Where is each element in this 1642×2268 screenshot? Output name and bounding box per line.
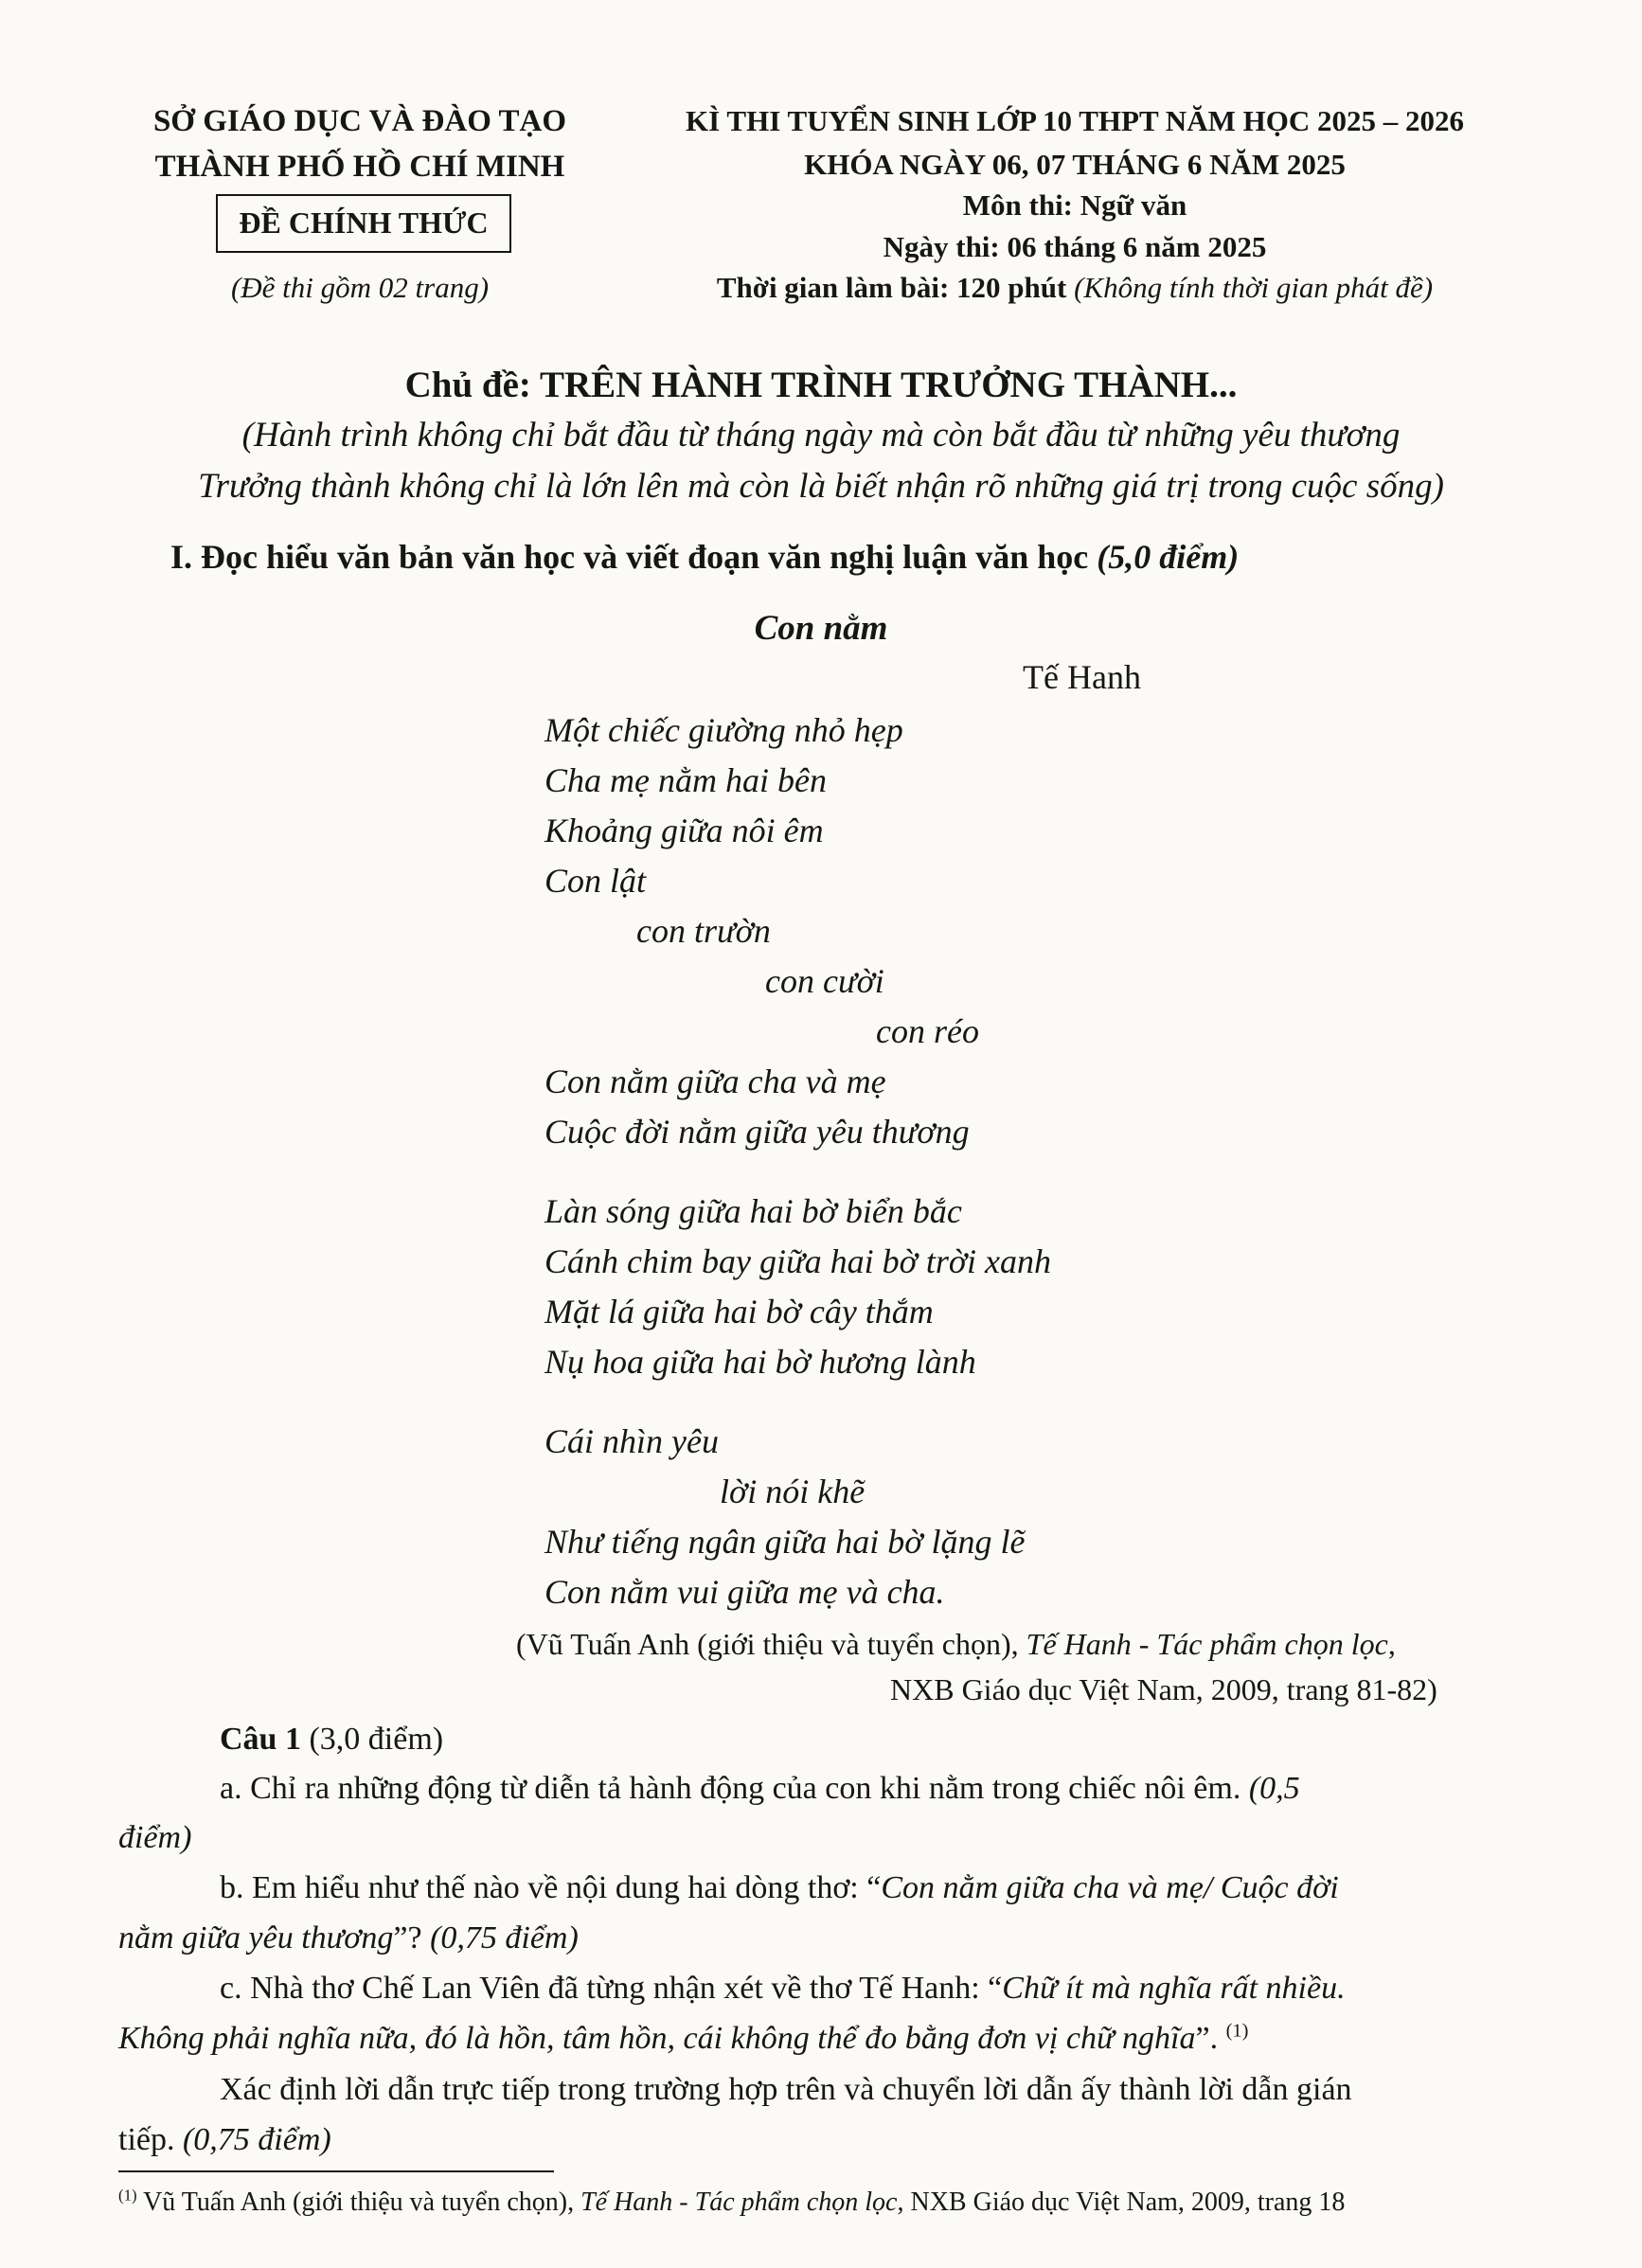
topic-subtitle-1: (Hành trình không chỉ bắt đầu từ tháng ngày mà còn bắt đầu từ những yêu thương: [241, 416, 1401, 455]
question-1b-text: b. Em hiểu như thế nào về nội dung hai dòng thơ: “: [220, 1870, 882, 1905]
footnote-book: Tế Hanh - Tác phẩm chọn lọc: [580, 2188, 898, 2217]
section-1-title: I. Đọc hiểu văn bản văn học và viết đoạn văn nghị luận văn học: [170, 538, 1089, 576]
time-label: Thời gian làm bài:: [716, 271, 950, 304]
time-note: (Không tính thời gian phát đề): [1074, 271, 1434, 304]
department-line-1: SỞ GIÁO DỤC VÀ ĐÀO TẠO: [152, 104, 567, 138]
date-label: Ngày thi:: [883, 230, 1000, 263]
official-exam-badge: ĐỀ CHÍNH THỨC: [216, 194, 511, 253]
question-1d-points: (0,75 điểm): [182, 2122, 331, 2157]
poem-title: Con nằm: [754, 609, 888, 648]
pages-note: (Đề thi gồm 02 trang): [230, 271, 490, 304]
question-1a-points-cont: điểm): [118, 1820, 192, 1855]
footnote-text: Vũ Tuấn Anh (giới thiệu và tuyển chọn),: [136, 2188, 581, 2217]
section-1-points: (5,0 điểm): [1097, 538, 1240, 576]
subject-label: Môn thi:: [962, 188, 1073, 222]
footnote-reference: (1): [1225, 2020, 1249, 2042]
question-1a-text: a. Chỉ ra những động từ diễn tả hành động của con khi nằm trong chiếc nôi êm.: [220, 1771, 1241, 1806]
source-book: Tế Hanh - Tác phẩm chọn lọc: [1026, 1627, 1388, 1661]
subject-value: Ngữ văn: [1080, 188, 1187, 222]
section-1-heading: [170, 537, 1239, 577]
poem-line: Mặt lá giữa hai bờ cây thắm: [544, 1293, 934, 1330]
poem-line: lời nói khẽ: [720, 1473, 866, 1510]
exam-duration: [630, 265, 1520, 311]
footnote: [118, 2188, 1345, 2218]
poem-line: Nụ hoa giữa hai bờ hương lành: [544, 1343, 976, 1381]
poem-line: Cái nhìn yêu: [544, 1422, 719, 1460]
poem-line: Cánh chim bay giữa hai bờ trời xanh: [544, 1242, 1052, 1280]
poem-line: con cười: [765, 962, 884, 1000]
exam-title: KÌ THI TUYỂN SINH LỚP 10 THPT NĂM HỌC 2025 – 2026: [686, 104, 1464, 137]
poem-author: Tế Hanh: [1023, 658, 1141, 696]
question-1c-end: ”.: [1195, 2021, 1219, 2056]
poem-line: Khoảng giữa nôi êm: [544, 812, 824, 849]
question-1c-text: c. Nhà thơ Chế Lan Viên đã từng nhận xét về thơ Tế Hanh: “: [220, 1971, 1003, 2006]
question-1b: [220, 1870, 1339, 1906]
poem-line: Cuộc đời nằm giữa yêu thương: [544, 1113, 970, 1151]
poem-source-line-2: NXB Giáo dục Việt Nam, 2009, trang 81-82): [890, 1672, 1437, 1706]
poem-line: Cha mẹ nằm hai bên: [544, 761, 827, 799]
department-line-2: THÀNH PHỐ HỒ CHÍ MINH: [154, 150, 565, 184]
poem-line: Con lật: [544, 862, 647, 900]
question-1b-end: ”?: [393, 1920, 422, 1955]
question-1b-cont: [118, 1920, 579, 1956]
question-1-points: (3,0 điểm): [309, 1722, 444, 1757]
question-1c-quote-cont: Không phải nghĩa nữa, đó là hồn, tâm hồn, cái không thể đo bằng đơn vị chữ nghĩa: [118, 2021, 1196, 2056]
question-1d-text-cont: tiếp.: [118, 2122, 175, 2157]
question-1a-points: (0,5: [1248, 1771, 1300, 1806]
question-1d-cont: [118, 2122, 331, 2158]
exam-subject: [630, 183, 1520, 228]
topic-subtitle-2: Trưởng thành không chỉ là lớn lên mà còn là biết nhận rõ những giá trị trong cuộc sống): [198, 467, 1444, 506]
question-1-label: Câu 1: [220, 1722, 301, 1757]
question-1b-quote-cont: nằm giữa yêu thương: [118, 1920, 394, 1955]
question-1c-cont: [118, 2021, 1248, 2057]
question-1a: [220, 1771, 1300, 1807]
question-1d: Xác định lời dẫn trực tiếp trong trường hợp trên và chuyển lời dẫn ấy thành lời dẫn gián: [220, 2072, 1352, 2107]
question-1c-quote: Chữ ít mà nghĩa rất nhiều.: [1002, 1971, 1346, 2006]
source-author: (Vũ Tuấn Anh (giới thiệu và tuyển chọn),: [516, 1627, 1026, 1661]
poem-line: Như tiếng ngân giữa hai bờ lặng lẽ: [544, 1523, 1026, 1561]
poem-line: con réo: [876, 1012, 979, 1050]
poem-line: Làn sóng giữa hai bờ biển bắc: [544, 1192, 962, 1230]
time-value: 120 phút: [956, 271, 1067, 304]
exam-session: KHÓA NGÀY 06, 07 THÁNG 6 NĂM 2025: [804, 148, 1346, 181]
footnote-divider: [118, 2170, 554, 2172]
question-1b-points: (0,75 điểm): [430, 1920, 579, 1955]
date-value: 06 tháng 6 năm 2025: [1007, 230, 1267, 263]
poem-line: Một chiếc giường nhỏ hẹp: [544, 711, 903, 749]
exam-date: [630, 224, 1520, 270]
source-comma: ,: [1387, 1627, 1396, 1661]
footnote-mark: (1): [118, 2186, 137, 2205]
department-name: [133, 98, 587, 189]
topic-title: Chủ đề: TRÊN HÀNH TRÌNH TRƯỞNG THÀNH...: [404, 365, 1238, 405]
footnote-text-end: , NXB Giáo dục Việt Nam, 2009, trang 18: [897, 2188, 1346, 2217]
question-1b-quote: Con nằm giữa cha và mẹ/ Cuộc đời: [881, 1870, 1339, 1905]
poem-line: con trườn: [636, 912, 771, 950]
question-1c: [220, 1971, 1346, 2007]
poem-line: Con nằm giữa cha và mẹ: [544, 1063, 886, 1100]
poem-line: Con nằm vui giữa mẹ và cha.: [544, 1573, 945, 1611]
question-1-heading: [220, 1722, 443, 1758]
poem-source-line-1: [516, 1627, 1396, 1662]
